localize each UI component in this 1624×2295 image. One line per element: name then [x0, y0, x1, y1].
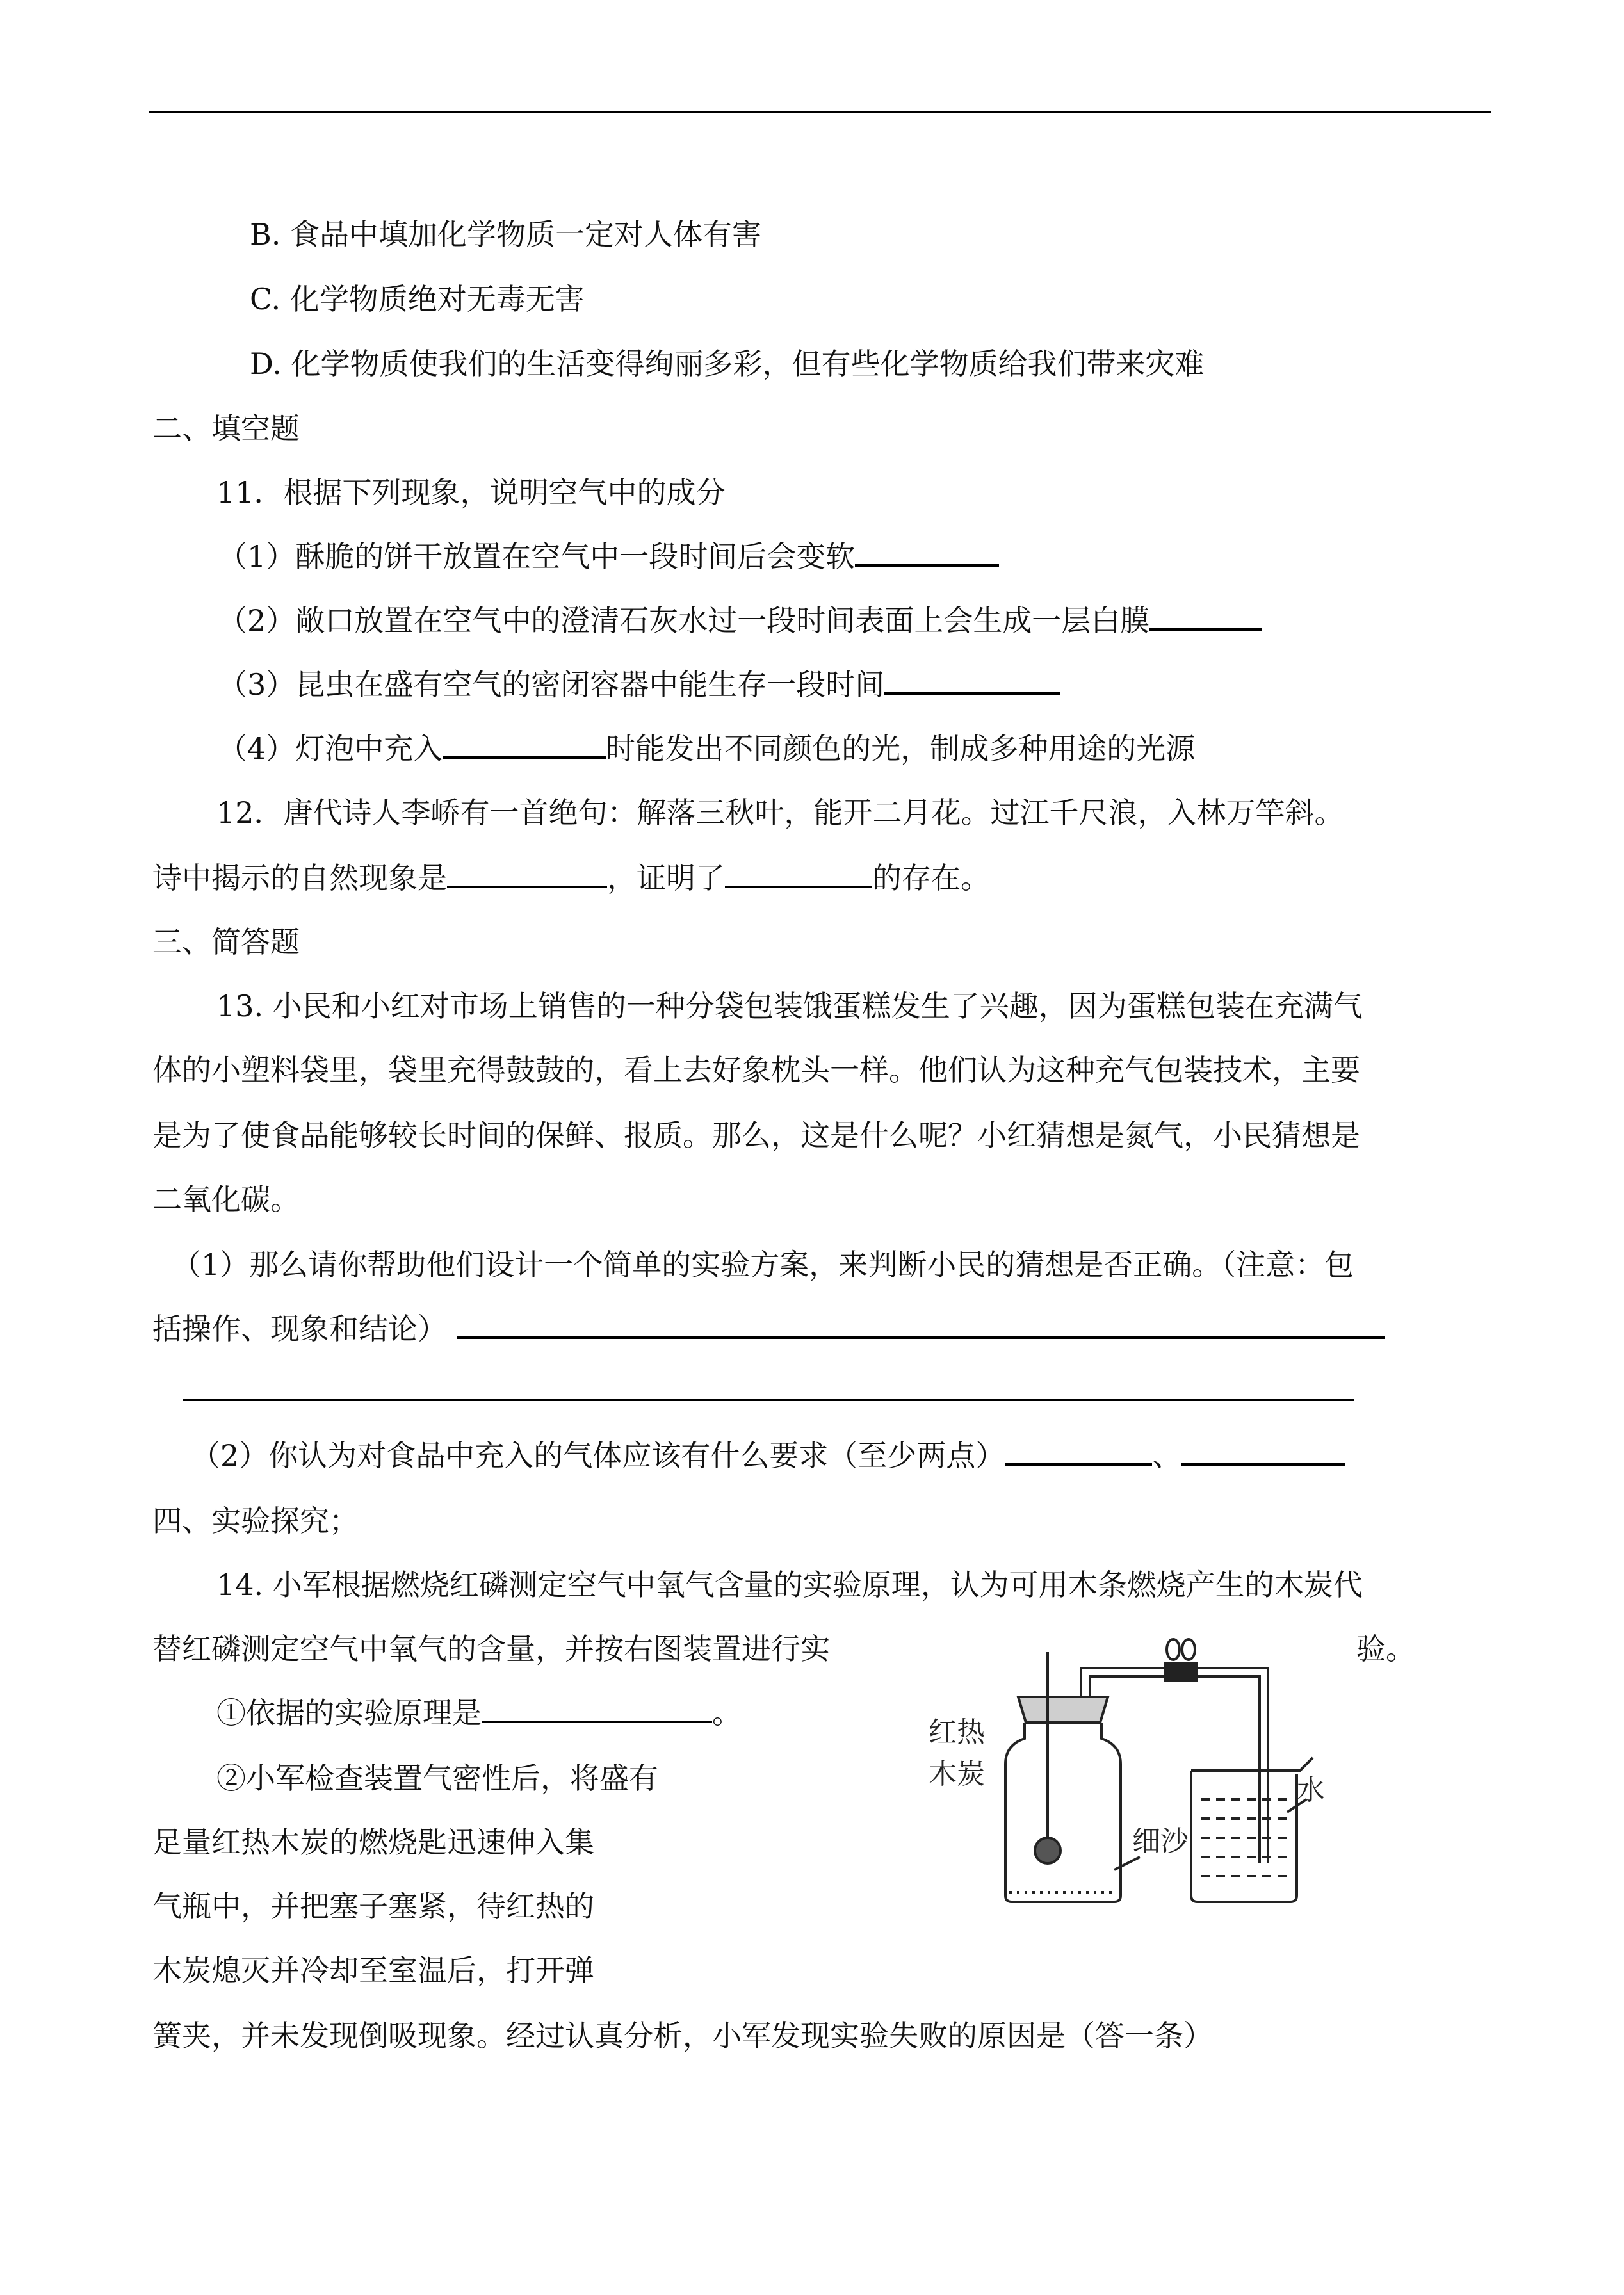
q13-line3: 是为了使食品能够较长时间的保鲜、报质。那么，这是什么呢？小红猜想是氮气，小民猜想是: [152, 1118, 1360, 1153]
section-exp-heading: 四、实验探究；: [152, 1504, 359, 1538]
q14-step1: [216, 1693, 742, 1733]
q11-part1: [218, 537, 999, 576]
section-short-heading: 三、简答题: [152, 925, 300, 959]
q11-part3-blank[interactable]: [884, 667, 1060, 695]
q13-line2: 体的小塑料袋里，袋里充得鼓鼓的，看上去好象枕头一样。他们认为这种充气包装技术，主要: [152, 1053, 1360, 1087]
q12-blank-1[interactable]: [447, 860, 607, 888]
label-charcoal-2: 木炭: [929, 1758, 985, 1790]
label-sand: 细沙: [1132, 1825, 1189, 1858]
q14-step1-blank[interactable]: [482, 1695, 712, 1723]
q13-part2: [191, 1436, 1345, 1475]
header-rule: [149, 111, 1491, 113]
q14-step1-text: ①依据的实验原理是: [216, 1696, 482, 1730]
q11-part4-blank[interactable]: [443, 731, 606, 759]
beaker: [1191, 1758, 1313, 1902]
q11-part2-text: （2）敞口放置在空气中的澄清石灰水过一段时间表面上会生成一层白膜: [218, 603, 1150, 638]
q14-step2-line5: 簧夹，并未发现倒吸现象。经过认真分析，小军发现实验失败的原因是（答一条）: [152, 2018, 1213, 2053]
label-charcoal-1: 红热: [929, 1716, 985, 1749]
q14-step2-line2: 足量红热木炭的燃烧匙迅速伸入集: [152, 1825, 594, 1860]
q13-part2-sep: 、: [1152, 1438, 1182, 1473]
q11-part1-blank[interactable]: [855, 539, 999, 567]
q11-part1-text: （1）酥脆的饼干放置在空气中一段时间后会变软: [218, 539, 856, 574]
q12-line1: 12．唐代诗人李峤有一首绝句：解落三秋叶，能开二月花。过江千尺浪，入林万竿斜。: [216, 795, 1344, 830]
q14-step2-line4: 木炭熄灭并冷却至室温后，打开弹: [152, 1953, 594, 1988]
gas-bottle: [1005, 1723, 1121, 1902]
q12-text-c: 的存在。: [872, 861, 990, 895]
charcoal: [1035, 1838, 1060, 1863]
q14-line1: 14. 小军根据燃烧红磷测定空气中氧气含量的实验原理，认为可用木条燃烧产生的木炭代: [216, 1568, 1363, 1602]
q11-part4-text-b: 时能发出不同颜色的光，制成多种用途的光源: [606, 731, 1196, 766]
option-c: C. 化学物质绝对无毒无害: [250, 282, 585, 316]
spring-clip: [1165, 1664, 1196, 1680]
q11-part3: [218, 665, 1060, 704]
rubber-stopper: [1018, 1697, 1108, 1723]
q13-part1-text: 括操作、现象和结论）: [152, 1311, 447, 1346]
q14-line2a: 替红磷测定空气中氧气的含量，并按右图装置进行实: [152, 1632, 830, 1666]
apparatus-figure: [929, 1626, 1326, 1908]
q11-stem: 11．根据下列现象，说明空气中的成分: [216, 475, 726, 510]
q13-part2-blank-1[interactable]: [1005, 1438, 1152, 1466]
q11-part2: [218, 601, 1262, 640]
q14-step2-line3: 气瓶中，并把塞子塞紧，待红热的: [152, 1889, 594, 1924]
q11-part3-text: （3）昆虫在盛有空气的密闭容器中能生存一段时间: [218, 667, 885, 702]
option-d: D. 化学物质使我们的生活变得绚丽多彩，但有些化学物质给我们带来灾难: [250, 346, 1205, 381]
q11-part2-blank[interactable]: [1149, 603, 1262, 631]
q13-line4: 二氧化碳。: [152, 1182, 300, 1217]
q13-line1: 13. 小民和小红对市场上销售的一种分袋包装饿蛋糕发生了兴趣，因为蛋糕包装在充满气: [216, 989, 1363, 1023]
label-water: 水: [1297, 1774, 1325, 1806]
section-fill-heading: 二、填空题: [152, 411, 300, 446]
q13-answer-line[interactable]: [183, 1399, 1354, 1401]
q12-text-b: ，证明了: [607, 861, 725, 895]
q13-part1-line1: （1）那么请你帮助他们设计一个简单的实验方案，来判断小民的猜想是否正确。（注意：包: [172, 1247, 1354, 1282]
q14-line2b: 验。: [1356, 1632, 1415, 1666]
q13-part1-line2: [152, 1309, 1385, 1349]
q11-part4-text-a: （4）灯泡中充入: [218, 731, 443, 766]
q14-step2-line1: ②小军检查装置气密性后，将盛有: [216, 1761, 658, 1796]
q12-line2: [152, 858, 990, 898]
q12-blank-2[interactable]: [725, 860, 872, 888]
q14-step1-end: 。: [712, 1696, 742, 1730]
option-b: B. 食品中填加化学物质一定对人体有害: [250, 217, 762, 252]
q11-part4: [218, 729, 1195, 768]
q12-text-a: 诗中揭示的自然现象是: [152, 861, 447, 895]
q13-part2-blank-2[interactable]: [1181, 1438, 1345, 1466]
q13-part2-text: （2）你认为对食品中充入的气体应该有什么要求（至少两点）: [191, 1438, 1005, 1473]
q13-part1-blank[interactable]: [457, 1311, 1385, 1339]
